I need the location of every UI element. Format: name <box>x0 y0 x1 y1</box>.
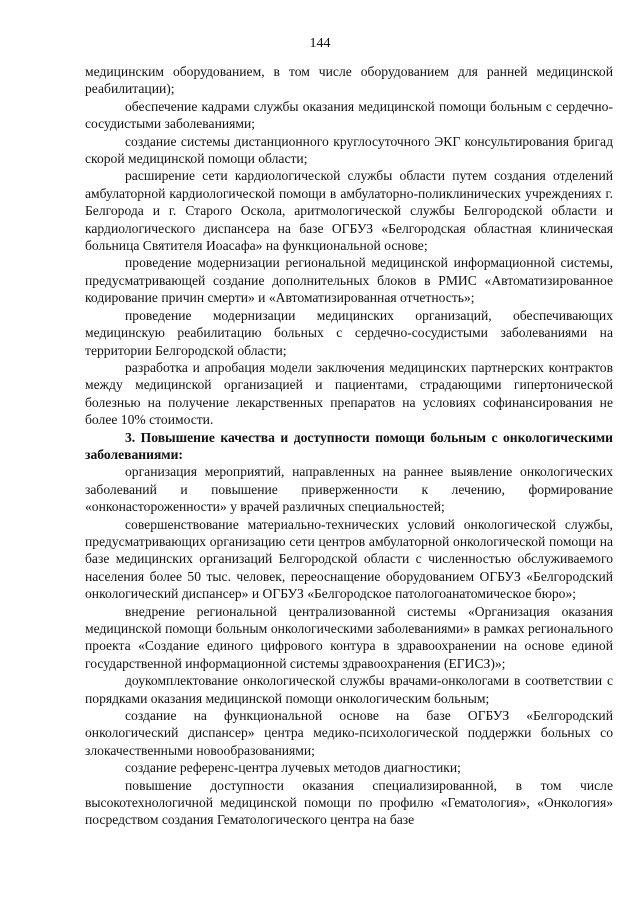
paragraph: создание референс-центра лучевых методов диагностики; <box>125 760 461 776</box>
paragraph: разработка и апробация модели заключения медицинских партнерских контрактов между медицинской организацией и пациентами, страдающими гипертонической болезнью на получение лекарственных препаратов на условиях софинансирования не более 10% стоимости. <box>85 359 613 428</box>
paragraph: совершенствование материально-технических условий онкологической службы, предусматривающих организацию сети центров амбулаторной онкологической помощи на базе медицинских организаций Белгородской области с численностью обслуживаемого населения более 50 тыс. человек, переоснащение оборудованием ОГБУЗ «Белгородский онкологический диспансер» и ОГБУЗ «Белгородское патологоанатомическое бюро»; <box>85 516 613 602</box>
paragraph: проведение модернизации медицинских организаций, обеспечивающих медицинскую реабилитацию больных с сердечно-сосудистыми заболеваниями на территории Белгородской области; <box>85 307 613 358</box>
paragraph: создание на функциональной основе на базе ОГБУЗ «Белгородский онкологический диспансер» центра медико-психологической поддержки больных со злокачественными новообразованиями; <box>85 708 613 758</box>
paragraph: внедрение региональной централизованной системы «Организация оказания медицинской помощи больным онкологическими заболеваниями» в рамках регионального проекта «Создание единого цифрового контура в здравоохранении на основе единой государственной информационной системы здравоохранения (ЕГИСЗ)»; <box>85 603 613 671</box>
paragraph: повышение доступности оказания специализированной, в том числе высокотехнологичной медицинской помощи по профилю «Гематология», «Онкология» посредством создания Гематологического центра на базе <box>85 777 613 828</box>
paragraph: создание системы дистанционного круглосуточного ЭКГ консультирования бригад скорой медицинской помощи области; <box>85 133 613 167</box>
paragraph: медицинским оборудованием, в том числе оборудованием для ранней медицинской реабилитации); <box>85 64 613 97</box>
page-number: 144 <box>309 36 331 51</box>
section-heading: 3. Повышение качества и доступности помощи больным с онкологическими заболеваниями: <box>85 429 613 462</box>
paragraph: проведение модернизации региональной медицинской информационной системы, предусматривающей создание дополнительных блоков в РМИС «Автоматизированное кодирование причин смерти» и «Автоматизированная отчетность»; <box>85 255 613 306</box>
paragraph: организация мероприятий, направленных на раннее выявление онкологических заболеваний и повышение приверженности к лечению, формирование «онконастороженности» у врачей различных специальностей; <box>85 464 613 515</box>
paragraph: обеспечение кадрами службы оказания медицинской помощи больным с сердечно-сосудистыми заболеваниями; <box>85 98 613 132</box>
paragraph: доукомплектование онкологической службы врачами-онкологами в соответствии с порядками оказания медицинской помощи онкологическим больным; <box>85 673 613 706</box>
document-body <box>85 63 613 829</box>
paragraph: расширение сети кардиологической службы области путем создания отделений амбулаторной кардиологической помощи в амбулаторно-поликлинических учреждениях г. Белгорода и г. Старого Оскола, аритмологической службы Белгородской области и кардиологического диспансера на базе ОГБУЗ «Белгородская областная клиническая больница Святителя Иоасафа» на функциональной основе; <box>85 168 613 254</box>
